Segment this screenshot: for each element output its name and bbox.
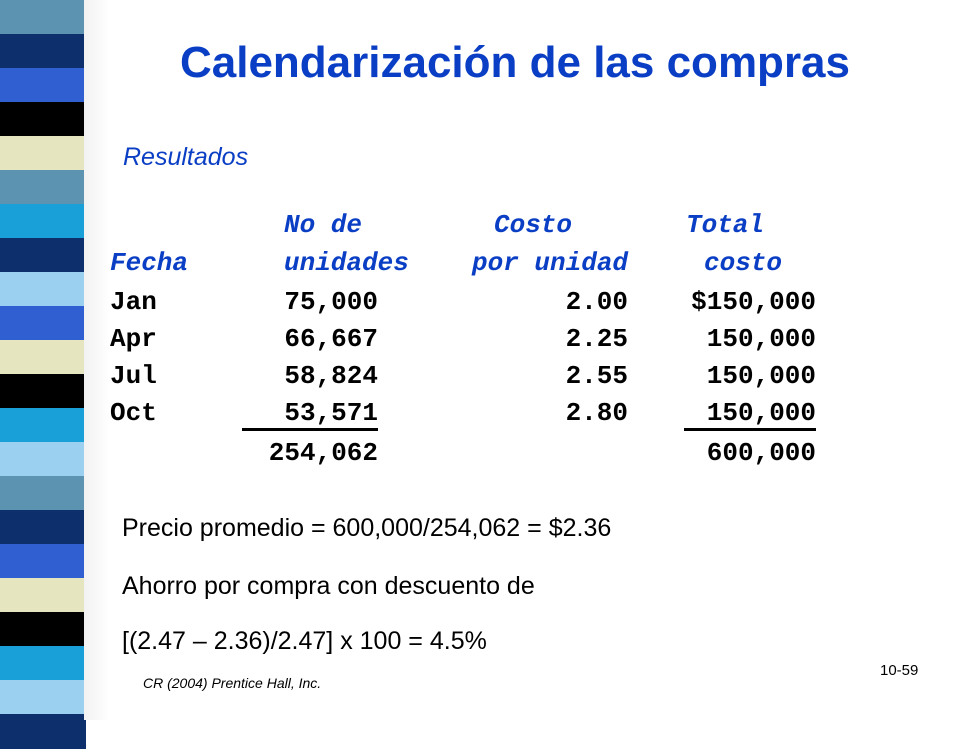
decorative-stripe [0,374,86,409]
row-oct-total: 150,000 [684,398,816,431]
row-apr-fecha: Apr [110,324,157,354]
row-jan-costo: 2.00 [565,287,628,317]
row-apr-unidades: 66,667 [284,324,378,354]
decorative-stripe [0,0,86,35]
row-jul-costo: 2.55 [565,361,628,391]
total-unidades: 254,062 [268,438,378,468]
decorative-stripe [0,680,86,715]
decorative-stripe [0,476,86,511]
row-jul-fecha: Jul [110,361,157,391]
decorative-stripe [0,204,86,239]
decorative-stripe [0,544,86,579]
decorative-stripe-bar [0,0,110,720]
copyright-footer: CR (2004) Prentice Hall, Inc. [143,675,322,691]
page-number: 10-59 [880,662,919,679]
row-jul-unidades: 58,824 [284,361,378,391]
row-oct-unidades: 53,571 [242,398,378,431]
decorative-stripe [0,306,86,341]
total-costo: 600,000 [706,438,816,468]
decorative-stripe [0,170,86,205]
decorative-stripe [0,238,86,273]
decorative-stripe [0,510,86,545]
page-title: Calendarización de las compras [179,38,851,87]
decorative-stripe [0,102,86,137]
header-costo-line1: Costo [494,210,573,240]
header-total-line1: Total [686,210,765,240]
decorative-stripe [0,136,86,171]
savings-line: Ahorro por compra con descuento de [122,572,535,600]
row-apr-total: 150,000 [706,324,816,354]
subtitle: Resultados [123,143,249,171]
row-jan-fecha: Jan [110,287,157,317]
decorative-stripe [0,272,86,307]
row-apr-costo: 2.25 [565,324,628,354]
row-oct-costo: 2.80 [565,398,628,428]
decorative-stripe [0,714,86,749]
decorative-stripe [0,578,86,613]
row-jul-total: 150,000 [706,361,816,391]
decorative-stripe [0,340,86,375]
decorative-stripe [0,612,86,647]
header-total-line2: costo [704,248,783,278]
decorative-stripe [0,408,86,443]
row-oct-fecha: Oct [110,398,157,428]
header-fecha: Fecha [110,248,189,278]
average-price-line: Precio promedio = 600,000/254,062 = $2.36 [122,514,612,542]
row-jan-total: $150,000 [691,287,816,317]
decorative-stripe [0,442,86,477]
row-jan-unidades: 75,000 [284,287,378,317]
decorative-stripe [0,646,86,681]
header-costo-line2: por unidad [472,248,629,278]
header-unidades-line2: unidades [284,248,409,278]
header-unidades-line1: No de [284,210,363,240]
savings-formula-line: [(2.47 – 2.36)/2.47] x 100 = 4.5% [122,627,487,655]
